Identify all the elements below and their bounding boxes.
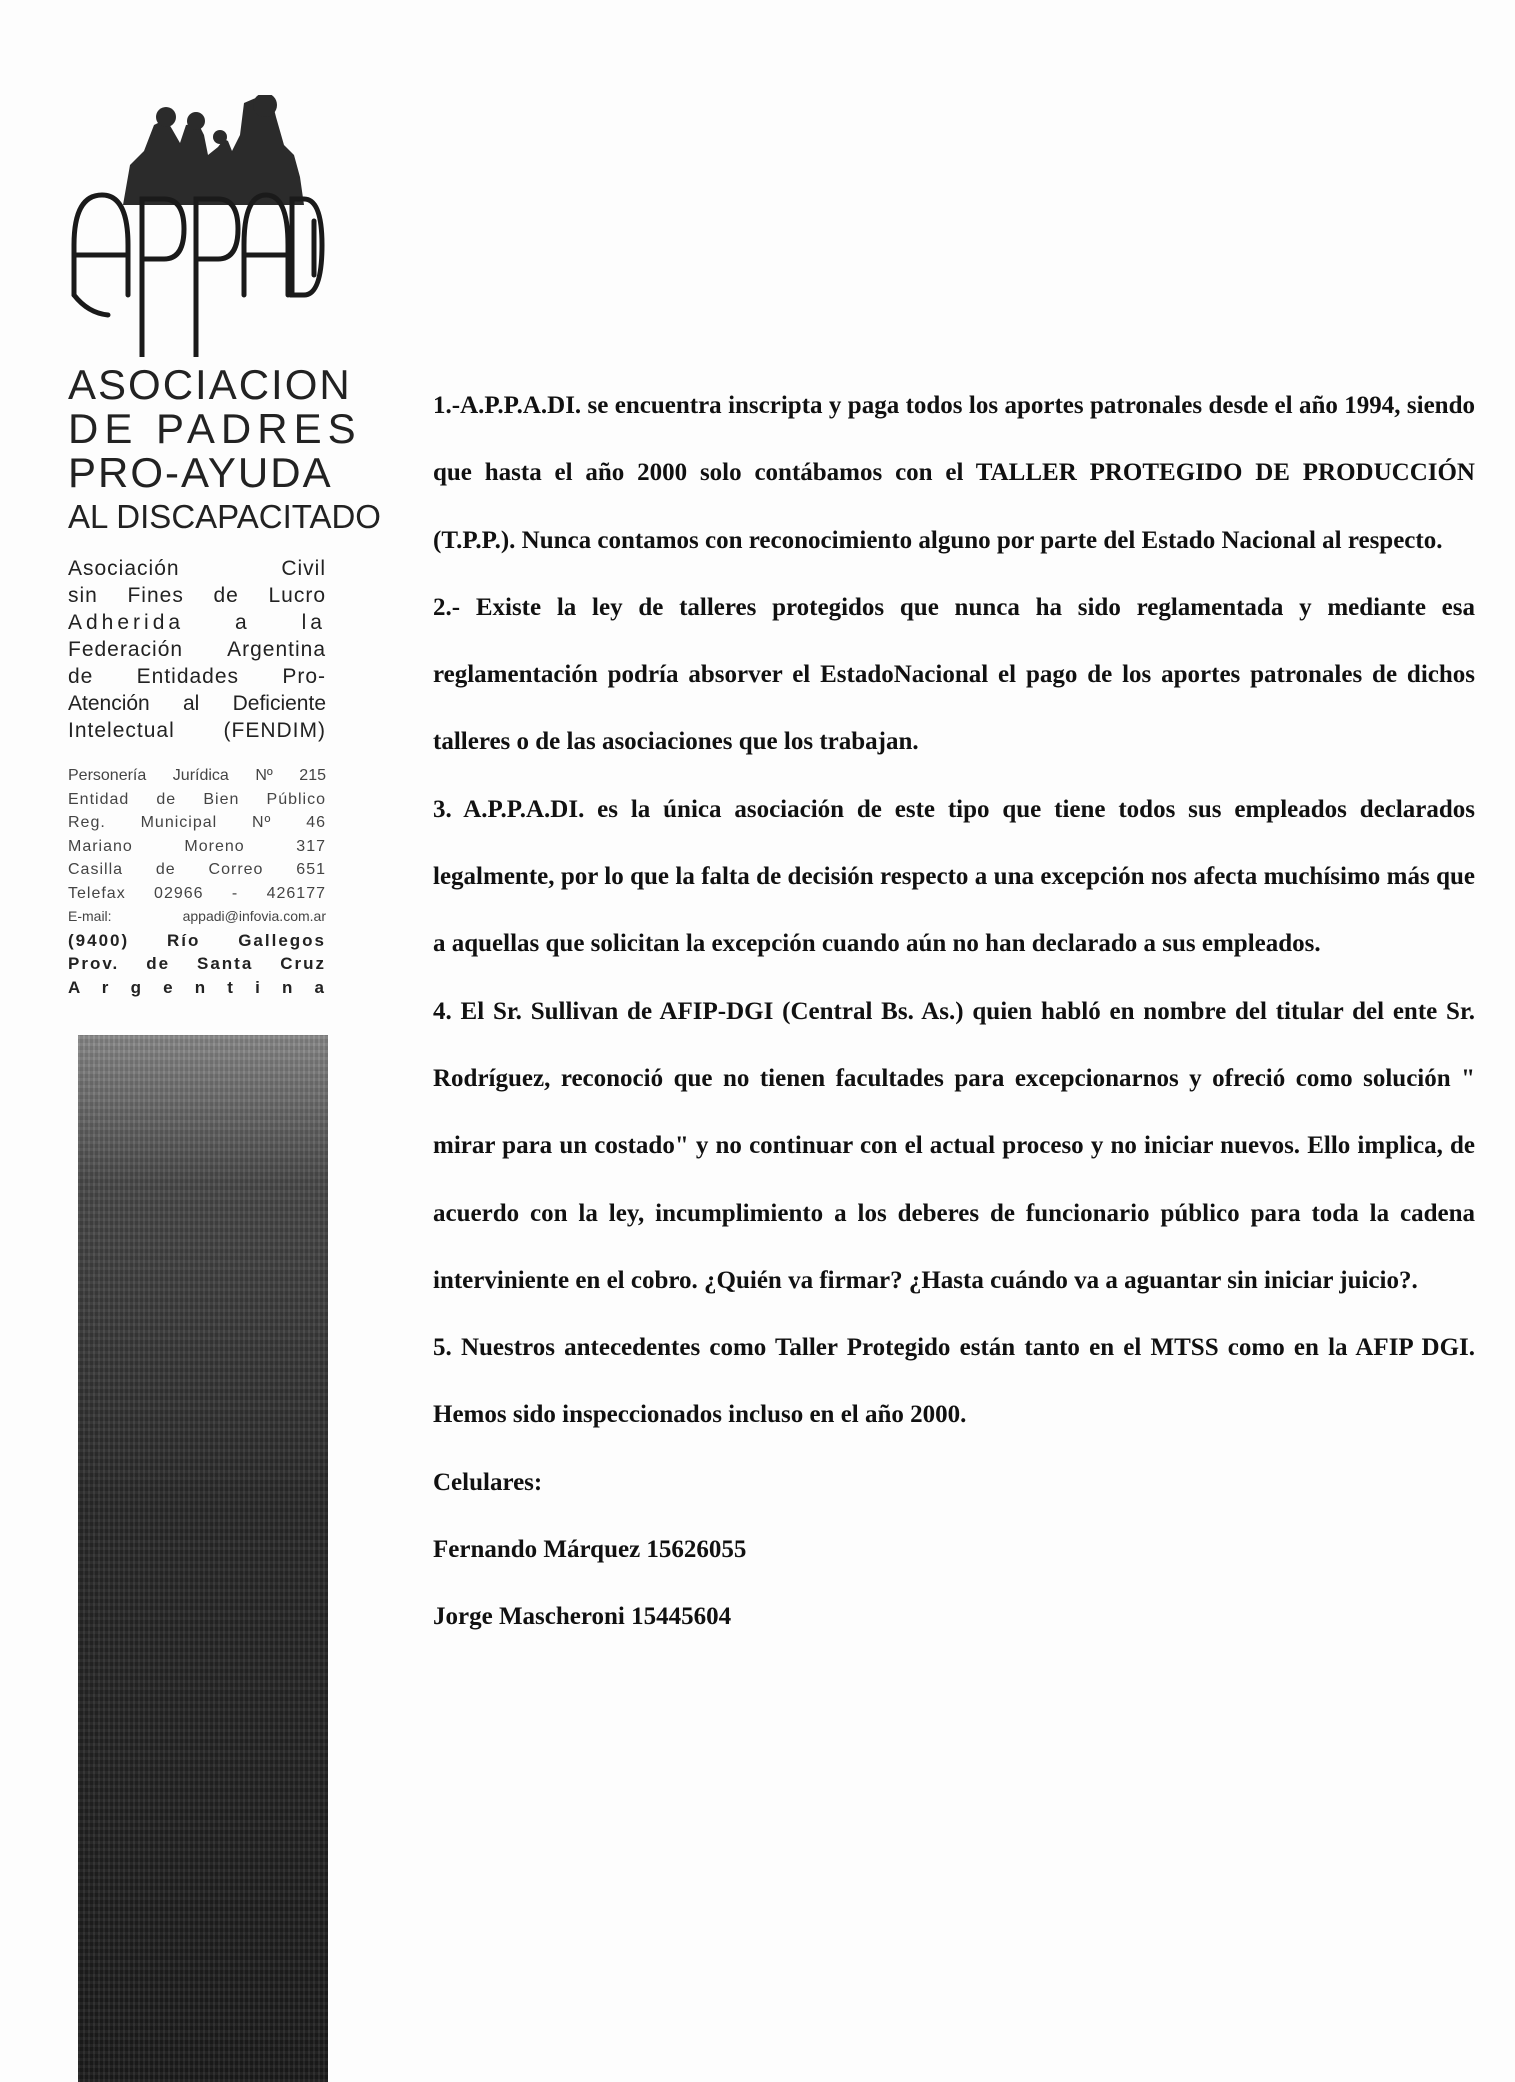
contact-line: Telefax 02966 - 426177	[68, 884, 326, 902]
contact-line: Casilla de Correo 651	[68, 861, 326, 878]
description-line: Asociación Civil	[68, 557, 326, 580]
paragraph-2: 2.- Existe la ley de talleres protegidos que nunca ha sido reglamentada y mediante esa reglamentación podría absorver el EstadoNacional el pago de los aportes patronales de dichos talleres o de las asociaciones que los trabajan.	[433, 593, 1475, 756]
contact-email: E-mail: appadi@infovia.com.ar	[68, 908, 326, 924]
description-line: Adherida a la	[68, 611, 326, 634]
description-line: Federación Argentina	[68, 638, 326, 661]
contact-phone-1: Fernando Márquez 15626055	[433, 1536, 747, 1564]
logo-figures	[123, 95, 304, 205]
contact-line: Mariano Moreno 317	[68, 837, 326, 855]
contact-line: Personería Jurídica Nº 215	[68, 767, 326, 784]
organization-description	[68, 555, 326, 744]
org-name-line-1: ASOCIACION	[68, 361, 352, 408]
contact-line: Entidad de Bien Público	[68, 790, 326, 808]
paragraph-4: 4. El Sr. Sullivan de AFIP-DGI (Central Bs. As.) quien habló en nombre del titular del ente Sr. Rodríguez, reconoció que no tienen facultades para excepcionarnos y ofreció como solución " mirar para un costado" y no continuar con el actual proceso y no iniciar nuevos. Ello implica, de acuerdo con la ley, incumplimiento a los deberes de funcionario público para toda la cadena interviniente en el cobro. ¿Quién va firmar? ¿Hasta cuándo va a aguantar sin iniciar juicio?.	[433, 997, 1475, 1294]
contact-phone-2: Jorge Mascheroni 15445604	[433, 1603, 732, 1631]
description-line: de Entidades Pro-	[68, 665, 326, 688]
org-name-line-4: AL DISCAPACITADO	[68, 498, 381, 535]
org-name-line-2: DE PADRES	[68, 405, 362, 452]
contacts-heading: Celulares:	[433, 1468, 543, 1496]
letter-body	[433, 372, 1475, 1651]
paragraph-1: 1.-A.P.P.A.DI. se encuentra inscripta y paga todos los aportes patronales desde el año 1994, siendo que hasta el año 2000 solo contábamos con el TALLER PROTEGIDO DE PRODUCCIÓN (T.P.P.). Nunca contamos con reconocimiento alguno por parte del Estado Nacional al respecto.	[433, 392, 1475, 554]
organization-name	[68, 361, 381, 539]
sidebar	[68, 95, 381, 999]
description-line: Intelectual (FENDIM)	[68, 719, 326, 742]
description-line: sin Fines de Lucro	[68, 584, 326, 607]
contact-line: Reg. Municipal Nº 46	[68, 814, 326, 831]
logo-text: APPADI	[177, 338, 217, 350]
paragraph-5: 5. Nuestros antecedentes como Taller Protegido están tanto en el MTSS como en la AFIP DGI. Hemos sido inspeccionados incluso en el año 2000.	[433, 1334, 1475, 1429]
description-line: Atención al Deficiente	[68, 692, 326, 715]
org-name-line-3: PRO-AYUDA	[68, 449, 333, 496]
contact-line: Prov. de Santa Cruz	[68, 954, 326, 973]
paragraph-3: 3. A.P.P.A.DI. es la única asociación de este tipo que tiene todos sus empleados declarados legalmente, por lo que la falta de decisión respecto a una excepción nos afecta muchísimo más que a aquellas que solicitan la excepción cuando aún no han declarado a sus empleados.	[433, 795, 1475, 958]
decorative-texture-panel	[78, 1035, 328, 2082]
appadi-logo	[68, 95, 326, 357]
organization-contact	[68, 764, 326, 999]
contact-line: (9400) Río Gallegos	[68, 930, 326, 950]
logo-letters	[74, 195, 322, 357]
contact-line: A r g e n t i n a	[68, 977, 326, 997]
